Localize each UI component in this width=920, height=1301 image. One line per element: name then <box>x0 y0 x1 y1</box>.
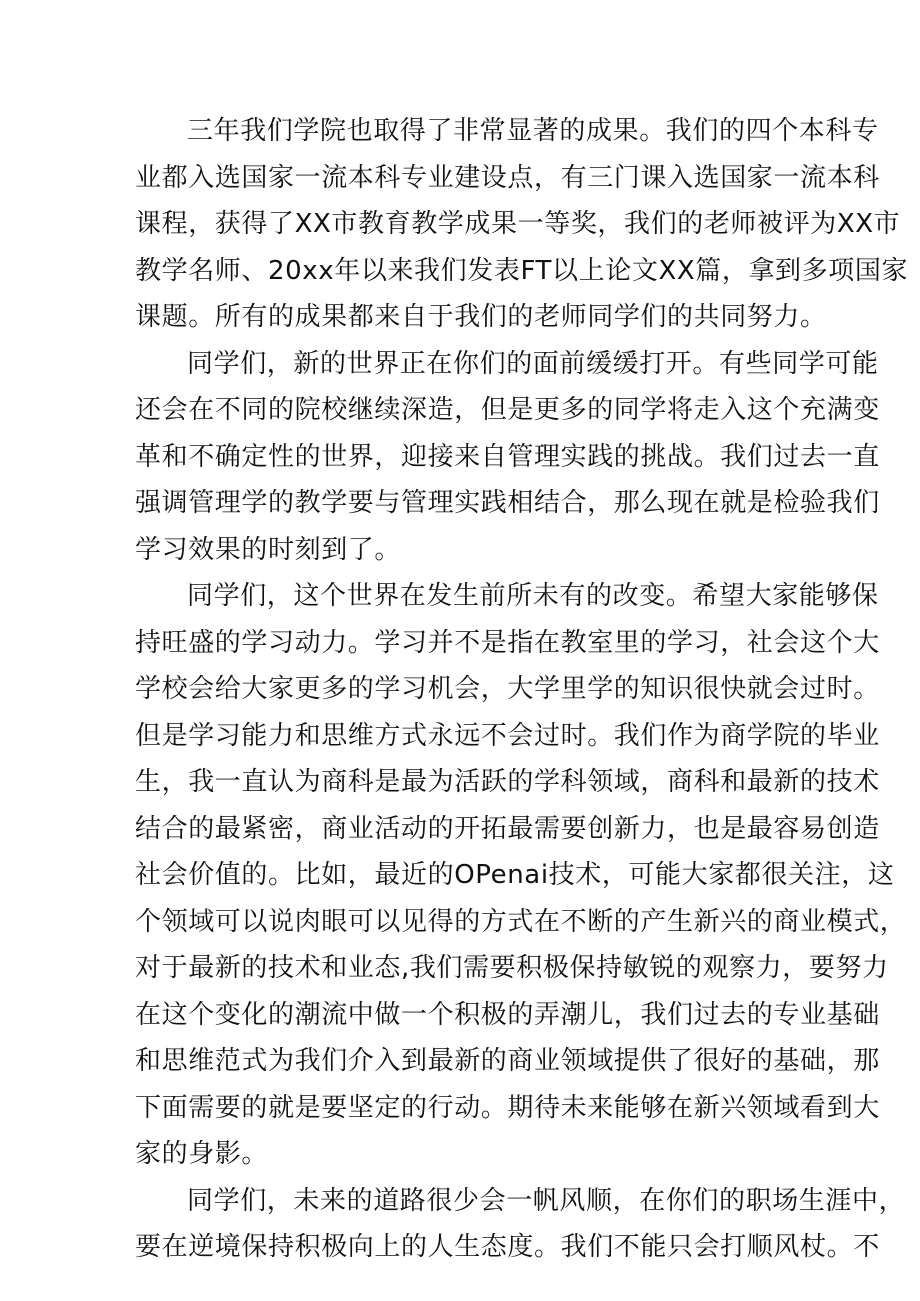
text-line: 持旺盛的学习动力。学习并不是指在教室里的学习，社会这个大 <box>135 627 880 658</box>
text-line: 同学们，新的世界正在你们的面前缓缓打开。有些同学可能 <box>187 348 879 379</box>
text-line: 强调管理学的教学要与管理实践相结合，那么现在就是检验我们 <box>135 488 880 518</box>
text-line: 下面需要的就是要坚定的行动。期待未来能够在新兴领域看到大 <box>135 1092 880 1123</box>
text-line: 要在逆境保持积极向上的人生态度。我们不能只会打顺风杖。不 <box>135 1232 880 1262</box>
text-line: 业都入选国家一流本科专业建设点，有三门课入选国家一流本科 <box>135 162 880 193</box>
text-line: 教学名师、20xx年以来我们发表FT以上论文XX篇，拿到多项国家 <box>135 255 909 286</box>
text-line: 还会在不同的院校继续深造，但是更多的同学将走入这个充满变 <box>135 395 880 425</box>
text-line: 学校会给大家更多的学习机会，大学里学的知识很快就会过时。 <box>135 674 880 704</box>
text-line: 三年我们学院也取得了非常显著的成果。我们的四个本科专 <box>187 116 879 146</box>
text-line: 家的身影。 <box>135 1139 269 1169</box>
text-line: 和思维范式为我们介入到最新的商业领域提供了很好的基础，那 <box>135 1046 880 1076</box>
text-line: 生，我一直认为商科是最为活跃的学科领域，商科和最新的技术 <box>135 767 880 797</box>
text-line: 革和不确定性的世界，迎接来自管理实践的挑战。我们过去一直 <box>135 441 880 472</box>
text-line: 但是学习能力和思维方式永远不会过时。我们作为商学院的毕业 <box>135 720 880 751</box>
text-line: 学习效果的时刻到了。 <box>135 534 402 565</box>
text-line: 个领域可以说肉眼可以见得的方式在不断的产生新兴的商业模式， <box>135 906 907 937</box>
text-line: 结合的最紧密，商业活动的开拓最需要创新力，也是最容易创造 <box>135 813 880 844</box>
document-body <box>135 108 909 1271</box>
text-line: 同学们，这个世界在发生前所未有的改变。希望大家能够保 <box>187 581 879 611</box>
text-line: 社会价值的。比如，最近的OPenai技术，可能大家都很关注，这 <box>135 860 895 890</box>
text-line: 课题。所有的成果都来自于我们的老师同学们的共同努力。 <box>135 302 827 332</box>
text-line: 对于最新的技术和业态,我们需要积极保持敏锐的观察力，要努力 <box>135 953 889 983</box>
text-line: 课程，获得了XX市教育教学成果一等奖，我们的老师被评为XX市 <box>135 209 901 239</box>
text-line: 同学们，未来的道路很少会一帆风顺，在你们的职场生涯中， <box>187 1185 906 1216</box>
text-line: 在这个变化的潮流中做一个积极的弄潮儿，我们过去的专业基础 <box>135 999 880 1030</box>
